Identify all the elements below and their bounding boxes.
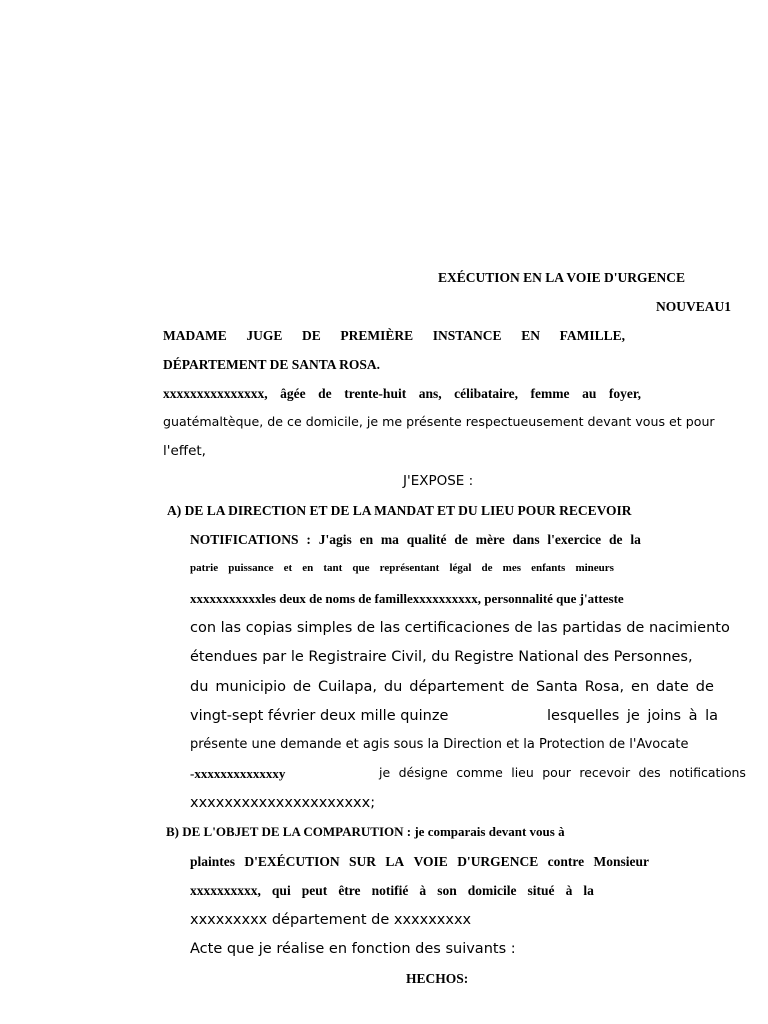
word: Monsieur <box>593 854 649 869</box>
word: plaintes <box>190 854 236 869</box>
word: à <box>565 883 573 898</box>
word: être <box>338 883 361 898</box>
word: et <box>283 562 293 574</box>
word: désigne <box>398 765 448 780</box>
word: situé <box>527 883 555 898</box>
section-a-line-2 <box>190 563 614 574</box>
word: VOIE <box>413 854 448 869</box>
word: en <box>359 532 374 547</box>
addressee-line-2: DÉPARTEMENT DE SANTA ROSA. <box>163 357 381 372</box>
word: des <box>638 765 661 780</box>
word: de <box>695 679 714 695</box>
section-a-line-5: étendues par le Registraire Civil, du Registre National des Personnes, <box>190 649 693 665</box>
intro-line-2: guatémaltèque, de ce domicile, je me présente respectueusement devant vous et pour <box>163 414 715 429</box>
word: mes <box>502 562 521 574</box>
word: la <box>705 708 718 724</box>
word: légal <box>449 562 472 574</box>
word: LA <box>385 854 405 869</box>
word: SUR <box>349 854 377 869</box>
word: son <box>437 883 457 898</box>
section-a-line-4: con las copias simples de las certificaciones de las partidas de nacimiento <box>190 620 730 636</box>
word: foyer, <box>608 386 641 401</box>
section-a-line-10: xxxxxxxxxxxxxxxxxxxxx; <box>190 795 376 811</box>
word: de <box>318 386 332 401</box>
word: J'agis <box>318 532 352 547</box>
intro-line-1 <box>163 387 641 401</box>
word: au <box>582 386 597 401</box>
document-reference: NOUVEAU1 <box>656 299 732 314</box>
word: domicile <box>467 883 517 898</box>
expose-heading: J'EXPOSE : <box>403 473 474 489</box>
word: DE <box>302 328 321 343</box>
word: D'URGENCE <box>457 854 539 869</box>
word: de <box>292 679 312 695</box>
word: que <box>352 562 370 574</box>
word: notifications <box>669 765 746 780</box>
word: la <box>630 532 641 547</box>
word: de <box>481 562 493 574</box>
word: je <box>626 708 640 724</box>
word: qui <box>271 883 291 898</box>
word: de <box>454 532 468 547</box>
document-title: EXÉCUTION EN LA VOIE D'URGENCE <box>438 270 686 285</box>
word: du <box>383 679 403 695</box>
word: EN <box>521 328 540 343</box>
word: de <box>510 679 529 695</box>
word: peut <box>301 883 328 898</box>
addressee-line-1 <box>163 329 625 343</box>
section-a-line-7b <box>547 709 718 724</box>
word: femme <box>530 386 570 401</box>
word: âgée <box>280 386 306 401</box>
section-b-line-2 <box>190 884 594 898</box>
word: à <box>419 883 427 898</box>
word: puissance <box>228 562 274 574</box>
word: Santa <box>535 679 578 695</box>
word: municipio <box>215 679 286 695</box>
hechos-heading: HECHOS: <box>406 971 469 986</box>
word: la <box>583 883 594 898</box>
word: comme <box>456 765 503 780</box>
section-a-line-6 <box>190 680 714 695</box>
word: trente-huit <box>344 386 407 401</box>
word: de <box>608 532 623 547</box>
section-a-line-8: présente une demande et agis sous la Direction et la Protection de l'Avocate <box>190 737 689 752</box>
word: représentant <box>379 562 440 574</box>
word: PREMIÈRE <box>340 328 414 343</box>
section-b-line-4: Acte que je réalise en fonction des suivants : <box>190 941 516 957</box>
word: joins <box>647 708 682 724</box>
word: INSTANCE <box>432 328 502 343</box>
word: JUGE <box>246 328 283 343</box>
word: Rosa, <box>584 679 625 695</box>
word: date <box>656 679 689 695</box>
word: pour <box>542 765 571 780</box>
word: mineurs <box>575 562 614 574</box>
word: D'EXÉCUTION <box>244 854 340 869</box>
intro-line-3: l'effet, <box>163 443 206 459</box>
word: contre <box>547 854 585 869</box>
section-a-line-3: xxxxxxxxxxxles deux de noms de famillexxxxxxxxxx, personnalité que j'atteste <box>190 591 624 606</box>
word: célibataire, <box>454 386 519 401</box>
word: à <box>688 708 698 724</box>
word: mère <box>475 532 505 547</box>
section-a-line-9b <box>379 767 746 780</box>
word: patrie <box>190 562 219 574</box>
section-a-line-9a: -xxxxxxxxxxxxxy <box>190 766 286 781</box>
word: qualité <box>406 532 447 547</box>
word: NOTIFICATIONS <box>190 532 299 547</box>
section-b-line-1 <box>190 855 649 869</box>
word: lieu <box>511 765 534 780</box>
section-a-line-7a: vingt-sept février deux mille quinze <box>190 708 449 724</box>
word: ma <box>380 532 399 547</box>
word: ans, <box>418 386 442 401</box>
word: tant <box>323 562 343 574</box>
word: je <box>379 765 391 780</box>
word: recevoir <box>579 765 631 780</box>
section-b-heading: B) DE L'OBJET DE LA COMPARUTION : je comparais devant vous à <box>166 824 565 839</box>
section-a-heading: A) DE LA DIRECTION ET DE LA MANDAT ET DU LIEU POUR RECEVOIR <box>167 503 632 518</box>
word: xxxxxxxxxxxxxxx, <box>163 386 268 401</box>
section-a-line-1 <box>190 533 641 547</box>
word: en <box>302 562 314 574</box>
word: l'exercice <box>547 532 602 547</box>
word: enfants <box>531 562 566 574</box>
word: notifié <box>371 883 409 898</box>
word: : <box>306 532 311 547</box>
word: du <box>190 679 209 695</box>
word: FAMILLE, <box>559 328 625 343</box>
word: xxxxxxxxxx, <box>190 883 261 898</box>
section-b-line-3: xxxxxxxxx département de xxxxxxxxx <box>190 912 472 928</box>
word: MADAME <box>163 328 227 343</box>
word: dans <box>512 532 540 547</box>
word: Cuilapa, <box>317 679 377 695</box>
word: département <box>409 679 504 695</box>
word: lesquelles <box>547 708 620 724</box>
word: en <box>631 679 650 695</box>
